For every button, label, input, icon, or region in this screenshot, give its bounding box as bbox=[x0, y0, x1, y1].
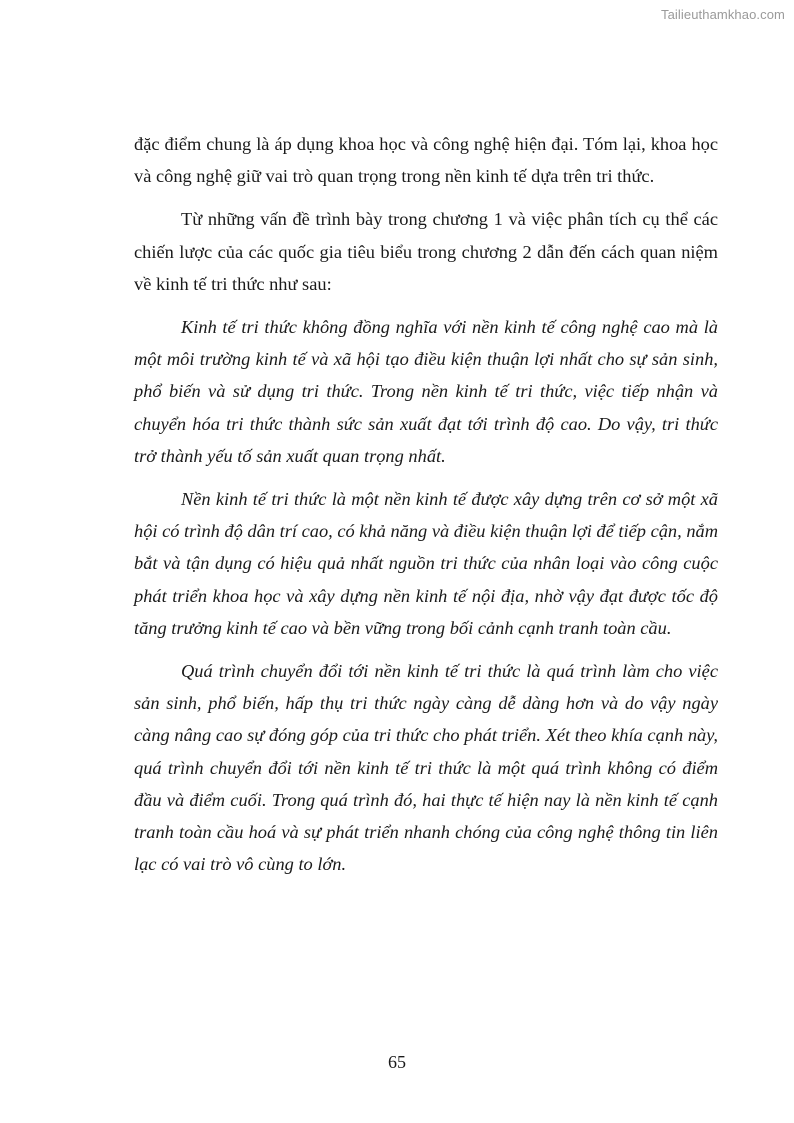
body-text bbox=[134, 128, 718, 880]
paragraph-definition-3: Quá trình chuyển đổi tới nền kinh tế tri thức là quá trình làm cho việc sản sinh, phổ biến, hấp thụ tri thức ngày càng dễ dàng hơn và do vậy ngày càng nâng cao sự đóng góp của tri thức cho phát triển. Xét theo khía cạnh này, quá trình chuyển đổi tới nền kinh tế tri thức là một quá trình không có điểm đầu và điểm cuối. Trong quá trình đó, hai thực tế hiện nay là nền kinh tế cạnh tranh toàn cầu hoá và sự phát triển nhanh chóng của công nghệ thông tin liên lạc có vai trò vô cùng to lớn. bbox=[134, 661, 718, 875]
paragraph-definition-1: Kinh tế tri thức không đồng nghĩa với nền kinh tế công nghệ cao mà là một môi trường kinh tế và xã hội tạo điều kiện thuận lợi nhất cho sự sản sinh, phổ biến và sử dụng tri thức. Trong nền kinh tế tri thức, việc tiếp nhận và chuyển hóa tri thức thành sức sản xuất đạt tới trình độ cao. Do vậy, tri thức trở thành yếu tố sản xuất quan trọng nhất. bbox=[134, 317, 718, 466]
page-number: 65 bbox=[388, 1052, 406, 1072]
paragraph-intro: Từ những vấn đề trình bày trong chương 1 và việc phân tích cụ thể các chiến lược của các quốc gia tiêu biểu trong chương 2 dẫn đến cách quan niệm về kinh tế tri thức như sau: bbox=[134, 209, 718, 294]
paragraph-continuation: đặc điểm chung là áp dụng khoa học và công nghệ hiện đại. Tóm lại, khoa học và công nghệ giữ vai trò quan trọng trong nền kinh tế dựa trên tri thức. bbox=[134, 134, 718, 187]
watermark: Tailieuthamkhao.com bbox=[660, 7, 785, 22]
paragraph-definition-2: Nền kinh tế tri thức là một nền kinh tế được xây dựng trên cơ sở một xã hội có trình độ dân trí cao, có khả năng và điều kiện thuận lợi để tiếp cận, nắm bắt và tận dụng có hiệu quả nhất nguồn tri thức của nhân loại vào công cuộc phát triển khoa học và xây dựng nền kinh tế nội địa, nhờ vậy đạt được tốc độ tăng trưởng kinh tế cao và bền vững trong bối cảnh cạnh tranh toàn cầu. bbox=[134, 489, 718, 638]
